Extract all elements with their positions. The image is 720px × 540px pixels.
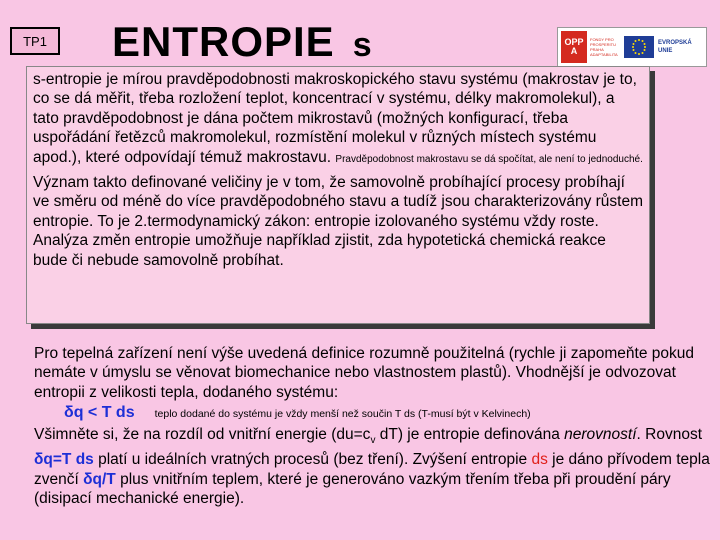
sponsor-logos	[557, 27, 707, 67]
formula-note: teplo dodané do systému je vždy menší než součin T ds (T-musí být v Kelvinech)	[154, 408, 531, 421]
definition-box	[26, 66, 650, 324]
title-symbol: s	[352, 26, 373, 64]
entropy-inequality: δq < T ds	[64, 404, 135, 422]
opp-logo-text: FONDY PRO PROSPERITU PRAHA ADAPTABILITA	[590, 37, 618, 57]
q-over-t-formula: δq/T	[83, 470, 116, 488]
thermal-devices-section	[34, 344, 714, 508]
formula-line	[64, 403, 714, 424]
title-text: ENTROPIE	[112, 18, 335, 65]
emphasis-nerovnosti: nerovností	[564, 425, 637, 443]
definition-paragraph: s-entropie je mírou pravděpodobnosti makroskopického stavu systému (makrostav je to, co se dá měřit, třeba rozložení teplot, koncentrací v systému, délky makromolekul), a tato pravděpodobnost je dána počtem mikrostavů (možných konfigurací, třeba uspořádání řetězců makromolekul, rozmístění molekul v různých místech systému apod.), které odpovídají témuž makrostavu. Pravděpodobnost makrostavu se dá spočítat, ale není to jednoduché.	[33, 71, 643, 166]
eu-flag-icon	[624, 36, 654, 58]
ds-highlight: ds	[531, 451, 548, 469]
slide-tag: TP1	[10, 27, 60, 55]
second-law-paragraph: Význam takto definované veličiny je v tom, že samovolně probíhající procesy probíhají ve směru od méně do více pravděpodobného stavu a tudíž jsou charakterizovány růstem entropie. To je 2.termodynamický zákon: entropie izolovaného systému vždy roste. Analýza změn entropie umožňuje například zjistit, zda hypotetická chemická reakce bude či nebude samovolně probíhat.	[33, 174, 644, 269]
page-title	[112, 18, 373, 66]
equality-formula: δq=T ds	[34, 451, 94, 469]
inequality-paragraph: Všimněte si, že na rozdíl od vnitřní energie ($du=c_v$ dT) je entropie definována nerovností. Rovnost δq=T ds platí u ideálních vratných procesů (bez tření). Zvýšení entropie ds je dáno přívodem tepla zvenčí δq/T plus vnitřním teplem, které je generováno vazkým třením třeba při proudění páry (disipací mechanické energie).	[34, 425, 710, 507]
definition-note: Pravděpodobnost makrostavu se dá spočítat, ale není to jednoduché.	[335, 153, 643, 165]
intro-paragraph: Pro tepelná zařízení není výše uvedená definice rozumně použitelná (rychle ji zapomeňte pokud nemáte v úmyslu se věnovat biomechanice nebo vlastnostem plastů). Vhodnější je odvozovat entropii z velikosti tepla, dodaného systému:	[34, 345, 695, 401]
eu-logo-text: EVROPSKÁ UNIE	[658, 40, 692, 54]
opp-logo-icon: OPP A	[561, 31, 587, 63]
